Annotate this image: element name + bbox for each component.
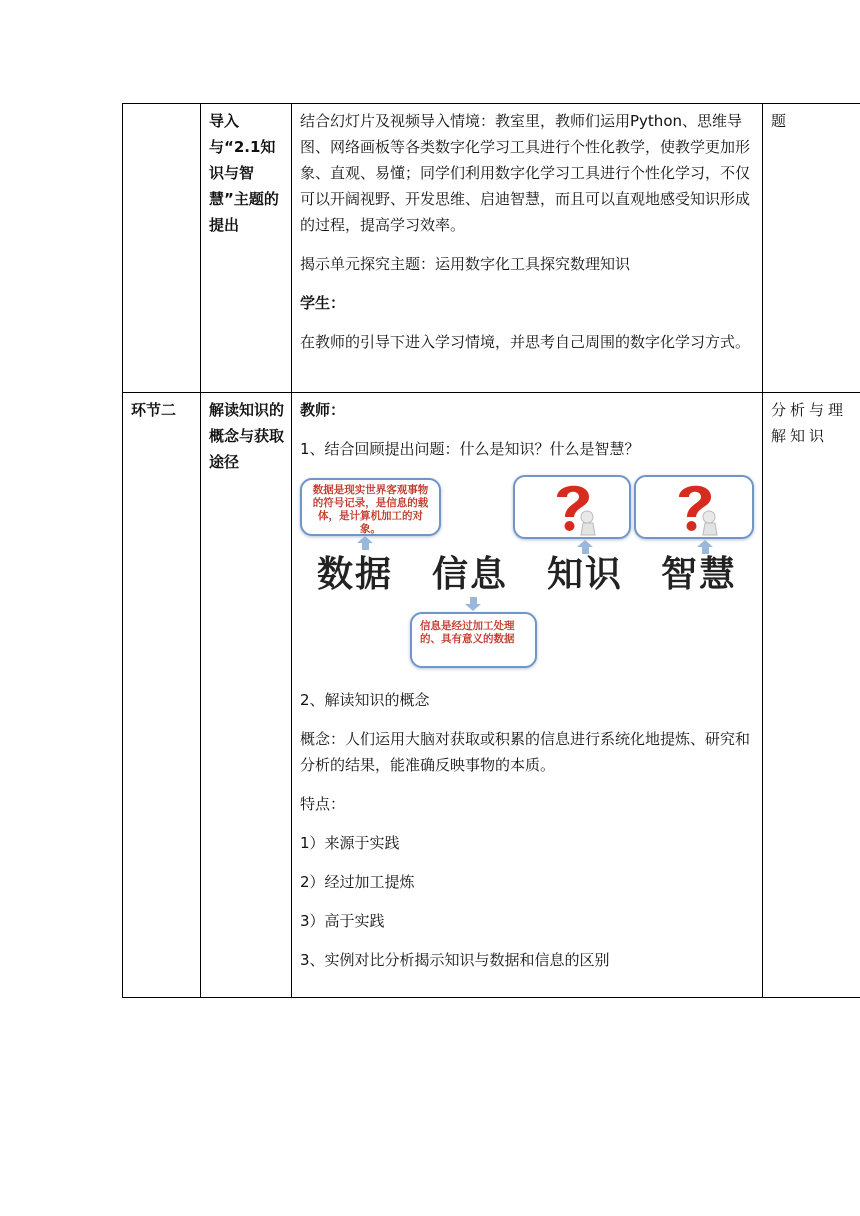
table-row <box>123 104 860 393</box>
stage-cell <box>123 393 201 998</box>
teacher-heading: 教师： <box>300 401 346 419</box>
wisdom-question-bubble <box>634 475 754 539</box>
activity-paragraph: 在教师的引导下进入学习情境，并思考自己周围的数字化学习方式。 <box>300 333 751 351</box>
topic-cell <box>201 393 292 998</box>
information-definition-text: 信息是经过加工处理的、具有意义的数据 <box>420 620 515 645</box>
knowledge-question-bubble <box>513 475 631 539</box>
question-text: 1、结合回顾提出问题：什么是知识？什么是智慧？ <box>300 440 640 458</box>
topic-label: 解读知识的概念与获取途径 <box>209 401 285 471</box>
activity-paragraph: 2、解读知识的概念 <box>300 691 430 709</box>
activity-paragraph: 结合幻灯片及视频导入情境：教室里，教师们运用Python、思维导图、网络画板等各类数字化学习工具进行个性化教学，使教学更加形象、直观、易懂；同学们利用数字化学习工具进行个性化学习，不仅可以开阔视野、开发思维、启迪智慧，而且可以直观地感受知识形成的过程，提高学习效率。 <box>300 112 751 234</box>
intent-cell <box>763 104 860 393</box>
activity-cell <box>292 393 763 998</box>
activity-paragraph: 3、实例对比分析揭示知识与数据和信息的区别 <box>300 951 610 969</box>
intent-cell <box>763 393 860 998</box>
question-mark-icon <box>541 479 607 537</box>
stage-label <box>123 104 200 116</box>
question-mark-icon <box>663 479 729 537</box>
lesson-plan-table <box>122 103 860 998</box>
activity-paragraph: 揭示单元探究主题：运用数字化工具探究数理知识 <box>300 255 631 273</box>
topic-label: 导入与“2.1知识与智慧”主题的提出 <box>209 112 279 234</box>
data-definition-bubble <box>300 478 441 536</box>
activity-paragraph: 特点： <box>300 795 346 813</box>
data-definition-text: 数据是现实世界客观事物的符号记录，是信息的载体，是计算机加工的对象。 <box>312 484 429 535</box>
activity-cell <box>292 104 763 393</box>
topic-cell <box>201 104 292 393</box>
word-wisdom: 智慧 <box>661 554 738 595</box>
list-item: 1）来源于实践 <box>300 834 400 852</box>
word-knowledge: 知识 <box>547 554 624 595</box>
arrow-stem <box>582 547 589 554</box>
intent-label: 分析与理解知识 <box>771 401 848 445</box>
table-row <box>123 393 860 998</box>
arrow-stem <box>470 597 477 604</box>
stage-cell <box>123 104 201 393</box>
information-definition-bubble <box>410 612 537 668</box>
list-item: 2）经过加工提炼 <box>300 873 415 891</box>
arrow-up-icon <box>697 540 713 547</box>
arrow-stem <box>702 547 709 554</box>
word-data: 数据 <box>317 554 394 595</box>
arrow-up-icon <box>577 540 593 547</box>
knowledge-diagram <box>299 475 755 673</box>
arrow-down-icon <box>465 604 481 611</box>
word-information: 信息 <box>432 554 509 595</box>
arrow-up-icon <box>357 536 373 543</box>
activity-paragraph: 概念：人们运用大脑对获取或积累的信息进行系统化地提炼、研究和分析的结果，能准确反映事物的本质。 <box>300 730 751 774</box>
stage-label: 环节二 <box>131 401 177 419</box>
arrow-stem <box>362 543 369 550</box>
student-heading: 学生： <box>300 294 346 312</box>
list-item: 3）高于实践 <box>300 912 385 930</box>
intent-label: 题 <box>771 112 787 130</box>
